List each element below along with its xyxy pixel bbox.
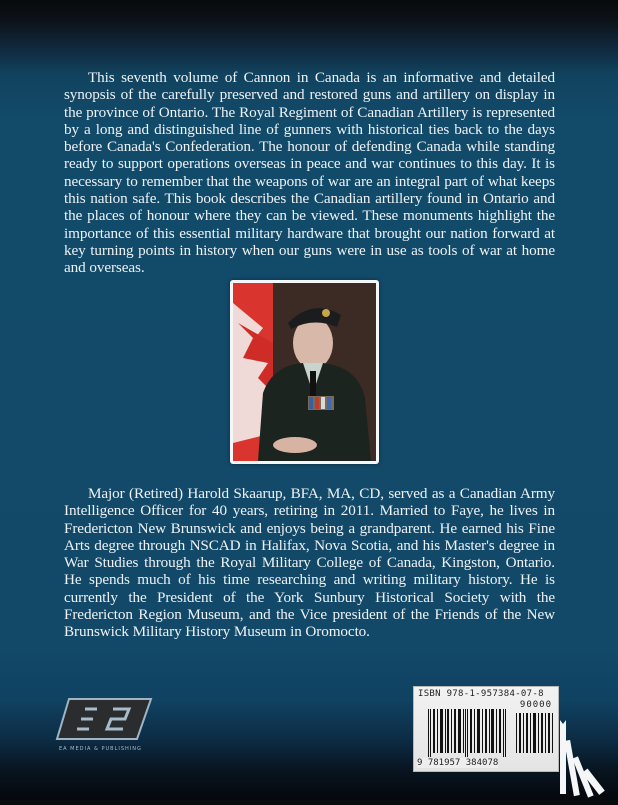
author-photo — [233, 283, 376, 461]
ea-media-logo-icon — [55, 695, 155, 755]
falling-books-mark — [560, 700, 618, 800]
svg-text:EA MEDIA & PUBLISHING: EA MEDIA & PUBLISHING — [59, 746, 142, 752]
publisher-logo — [55, 695, 155, 755]
price-barcode-bars-icon — [516, 709, 554, 757]
author-bio: Major (Retired) Harold Skaarup, BFA, MA, CD, served as a Canadian Army Intelligence Officer for 40 years, retiring in 2011. Married to Faye, he lives in Fredericton New Brunswick and enjoys being a grandparent. He earned his Fine Arts degree through NSCAD in Halifax, Nova Scotia, and his Master's degree in War Studies through the Royal Military College of Canada, Kingston, Ontario. He spends much of his time researching and writing military history. He is currently the President of the York Sunbury Historical Society with the Fredericton Region Museum, and the Vice president of the Friends of the New Brunswick Military History Museum in Oromocto. — [64, 485, 555, 641]
author-photo-frame — [230, 280, 379, 464]
price-code: 90000 — [519, 700, 552, 710]
ean-digits: 9 781957 384078 — [417, 758, 499, 768]
falling-books-icon — [560, 700, 618, 800]
isbn-label: ISBN 978-1-957384-07-8 — [418, 689, 544, 699]
author-portrait-image — [233, 283, 376, 461]
ean-barcode-bars-icon — [428, 709, 508, 757]
book-description: This seventh volume of Cannon in Canada is an informative and detailed synopsis of the carefully preserved and restored guns and artillery on display in the province of Ontario. The Royal Regiment of Canadian Artillery is represented by a long and distinguished line of gunners with historical ties back to the days before Canada's Confederation. The honour of defending Canada while standing ready to support operations overseas in peace and war continues to this day. It is necessary to remember that the weapons of war are an integral part of what keeps this nation safe. This book describes the Canadian artillery found in Ontario and the places of honour where they can be viewed. These monuments highlight the importance of this essential military hardware that brought our nation forward at key turning points in history when our guns were in use as tools of war at home and overseas. — [64, 69, 555, 277]
isbn-barcode — [413, 686, 559, 772]
